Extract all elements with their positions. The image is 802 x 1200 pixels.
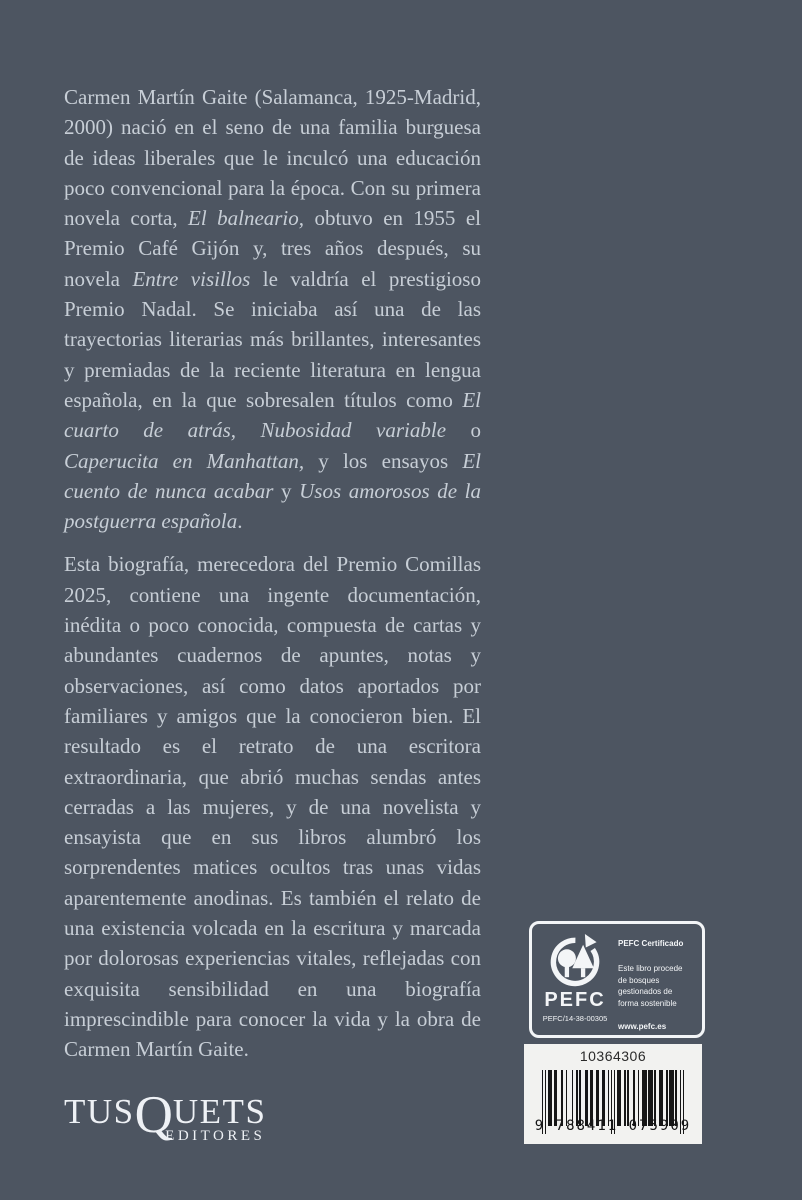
book-title-italic: Caperucita en Manhattan, [64,448,305,473]
paragraph [64,82,481,536]
pefc-heading: PEFC Certificado [618,939,684,948]
text-segment: o [446,418,481,443]
pefc-description: Este libro procede de bosques gestionados de forma sostenible [618,964,683,1008]
text-segment: Carmen Martín Gaite (Salamanca, 1925-Madrid, 2000) nació en el seno de una familia burguesa de ideas liberales que le inculcó una educación poco convencional para la época. Con su primera novela corta, [64,85,481,231]
book-title-italic: El cuarto de atrás, Nubosidad variable [64,387,481,443]
publisher-logo [64,1086,267,1145]
pefc-trees-icon [548,934,602,988]
pefc-certification-label [529,921,705,1038]
publisher-name-end: UETS [172,1092,267,1131]
pefc-wordmark: PEFC [544,989,606,1011]
text-segment: le valdría el prestigioso Premio Nadal. Se iniciaba así una de las trayectorias literarias más brillantes, interesantes y premiadas de la reciente literatura en lengua española, en la que sobresalen títulos como [64,266,481,412]
barcode-top-number: 10364306 [579,1048,647,1064]
book-title-italic: El cuento de nunca acabar [64,448,481,503]
book-title-italic: Entre visillos [132,266,251,291]
pefc-website: www.pefc.es [618,1022,667,1031]
text-segment: y [273,478,300,503]
publisher-name-start: TUS [64,1092,135,1131]
paragraph [64,549,481,1064]
barcode-label [524,1044,702,1144]
book-title-italic: Usos amorosos de la postguerra española [64,478,481,534]
text-segment: . [237,509,243,534]
text-segment: Esta biografía, merecedora del Premio Comillas 2025, contiene una ingente documentación, inédita o poco conocida, compuesta de cartas y abundantes cuadernos de apuntes, notas y observaciones, así como datos aportados por familiares y amigos que la conocieron bien. El resultado es el retrato de una escritora extraordinaria, que abrió muchas sendas antes cerradas a las mujeres, y de una novelista y ensayista que en sus libros alumbró los sorprendentes matices ocultos tras unas vidas aparentemente anodinas. Es también el relato de una existencia volcada en la escritura y marcada por dolorosas experiencias vitales, reflejadas con exquisita sensibilidad en una biografía imprescindible para conocer la vida y la obra de Carmen Martín Gaite. [64,552,481,1062]
back-cover-text [64,82,481,1078]
pefc-logo-column [532,924,618,1035]
book-title-italic: El balneario, [188,206,305,231]
pefc-text-column [618,924,702,1035]
barcode-isbn-digits: 9 788411 075909 [534,1118,692,1134]
pefc-cert-code: PEFC/14-38-00305 [542,1014,608,1023]
publisher-subtitle: EDITORES [165,1128,266,1144]
text-segment: y los ensayos [304,448,463,473]
publisher-name-q: Q [134,1086,173,1144]
text-segment: obtuvo en 1955 el Premio Café Gijón y, tres años después, su novela [64,206,482,291]
